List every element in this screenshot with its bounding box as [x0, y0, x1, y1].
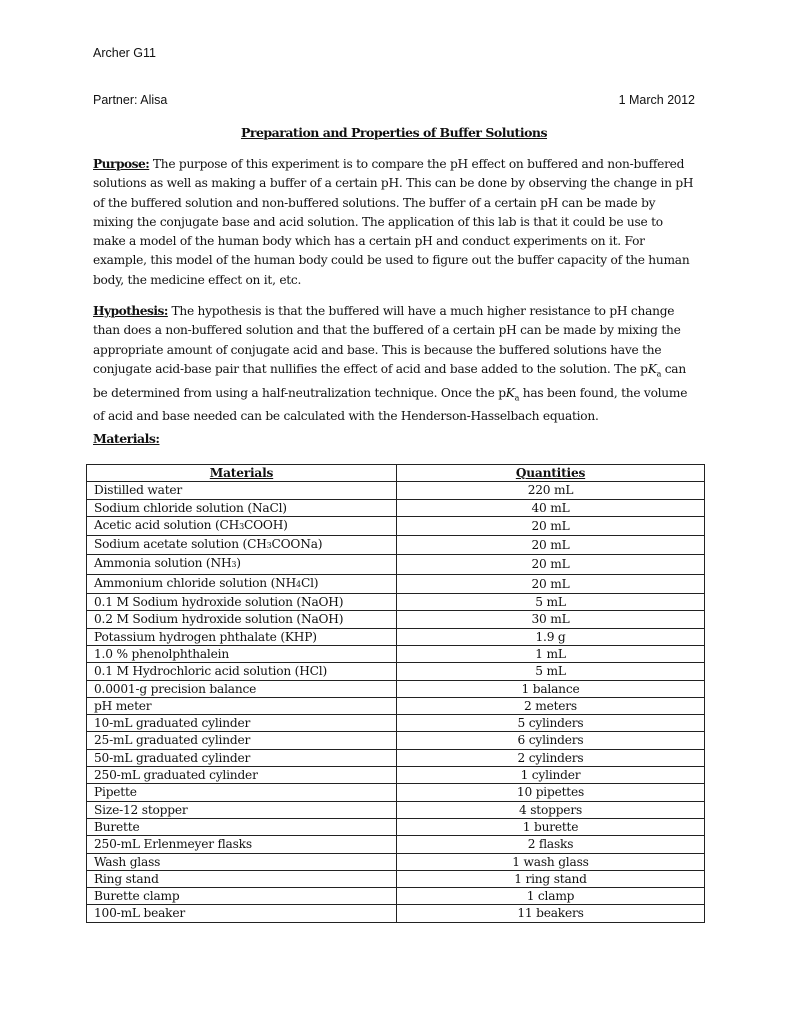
- table-row: [87, 888, 705, 905]
- table-row: [87, 801, 705, 818]
- material-cell: Ammonium chloride solution (NH4Cl): [87, 574, 397, 593]
- quantity-cell: 2 cylinders: [397, 749, 705, 766]
- table-row: [87, 818, 705, 835]
- table-row: [87, 499, 705, 516]
- table-row: [87, 784, 705, 801]
- material-cell: Sodium chloride solution (NaCl): [87, 499, 397, 516]
- hypothesis-text-2: can be determined from using a half-neutralization technique. Once the p: [93, 361, 686, 400]
- material-cell: 50-mL graduated cylinder: [87, 749, 397, 766]
- material-cell: Burette: [87, 818, 397, 835]
- material-cell: 0.1 M Hydrochloric acid solution (HCl): [87, 663, 397, 680]
- material-cell: 0.2 M Sodium hydroxide solution (NaOH): [87, 611, 397, 628]
- hypothesis-text-1: The hypothesis is that the buffered will have a much higher resistance to pH change than does a non-buffered solution and that the buffered of a certain pH can be made by mixing the appropriate amount of conjugate acid and base. This is because the buffered solutions have the conjugate acid-base pair that nullifies the effect of acid and base added to the solution. The p: [93, 304, 681, 376]
- hypothesis-text-3: has been found, the volume of acid and base needed can be calculated with the Henderson-Hasselbach equation.: [93, 385, 688, 424]
- document-title: Preparation and Properties of Buffer Solutions: [240, 125, 548, 140]
- table-row: [87, 594, 705, 611]
- partner-name: Partner: Alisa: [93, 93, 168, 107]
- quantity-cell: 2 flasks: [397, 836, 705, 853]
- table-row: [87, 836, 705, 853]
- report-date: 1 March 2012: [618, 93, 695, 107]
- table-row: [87, 767, 705, 784]
- material-cell: 10-mL graduated cylinder: [87, 715, 397, 732]
- material-cell: Pipette: [87, 784, 397, 801]
- quantity-cell: 1 mL: [397, 645, 705, 662]
- material-cell: Acetic acid solution (CH3COOH): [87, 516, 397, 535]
- quantity-cell: 11 beakers: [397, 905, 705, 922]
- purpose-text: The purpose of this experiment is to compare the pH effect on buffered and non-buffered solutions as well as making a buffer of a certain pH. This can be done by observing the change in pH of the buffered solution and non-buffered solutions. The buffer of a certain pH can be made by mixing the conjugate base and acid solution. The application of this lab is that it could be use to make a model of the human body which has a certain pH and conduct experiments on it. For example, this model of the human body could be used to figure out the buffer capacity of the human body, the medicine effect on it, etc.: [93, 157, 694, 287]
- material-cell: 0.0001-g precision balance: [87, 680, 397, 697]
- quantity-cell: 1 burette: [397, 818, 705, 835]
- student-name: Archer G11: [93, 46, 156, 60]
- table-row: [87, 663, 705, 680]
- table-row: [87, 611, 705, 628]
- table-row: [87, 870, 705, 887]
- purpose-paragraph: [93, 155, 697, 290]
- table-row: [87, 574, 705, 593]
- material-cell: Burette clamp: [87, 888, 397, 905]
- materials-heading: Materials:: [93, 431, 160, 446]
- quantity-cell: 20 mL: [397, 555, 705, 574]
- quantities-column-header: Quantities: [397, 465, 705, 482]
- quantity-cell: 5 mL: [397, 663, 705, 680]
- materials-table: [86, 464, 705, 923]
- purpose-label: Purpose:: [93, 157, 150, 171]
- material-cell: Ammonia solution (NH3): [87, 555, 397, 574]
- material-cell: Ring stand: [87, 870, 397, 887]
- table-row: [87, 749, 705, 766]
- material-cell: Wash glass: [87, 853, 397, 870]
- pka-symbol: K: [647, 361, 657, 376]
- table-row: [87, 516, 705, 535]
- table-row: [87, 645, 705, 662]
- table-row: [87, 536, 705, 555]
- table-row: [87, 732, 705, 749]
- table-row: [87, 853, 705, 870]
- material-cell: Distilled water: [87, 482, 397, 499]
- pka-subscript: a: [656, 369, 662, 379]
- pka-subscript-2: a: [514, 393, 520, 403]
- table-header-row: [87, 465, 705, 482]
- material-cell: 1.0 % phenolphthalein: [87, 645, 397, 662]
- quantity-cell: 220 mL: [397, 482, 705, 499]
- material-cell: Sodium acetate solution (CH3COONa): [87, 536, 397, 555]
- material-cell: 0.1 M Sodium hydroxide solution (NaOH): [87, 594, 397, 611]
- partner-row: [93, 93, 695, 107]
- quantity-cell: 1 cylinder: [397, 767, 705, 784]
- quantity-cell: 20 mL: [397, 574, 705, 593]
- quantity-cell: 1.9 g: [397, 628, 705, 645]
- material-cell: Size-12 stopper: [87, 801, 397, 818]
- table-row: [87, 555, 705, 574]
- quantity-cell: 30 mL: [397, 611, 705, 628]
- table-row: [87, 482, 705, 499]
- materials-table-body: [87, 482, 705, 922]
- quantity-cell: 2 meters: [397, 697, 705, 714]
- quantity-cell: 20 mL: [397, 536, 705, 555]
- quantity-cell: 20 mL: [397, 516, 705, 535]
- material-cell: 100-mL beaker: [87, 905, 397, 922]
- material-cell: Potassium hydrogen phthalate (KHP): [87, 628, 397, 645]
- quantity-cell: 6 cylinders: [397, 732, 705, 749]
- hypothesis-paragraph: [93, 302, 697, 427]
- quantity-cell: 5 mL: [397, 594, 705, 611]
- quantity-cell: 1 wash glass: [397, 853, 705, 870]
- quantity-cell: 1 balance: [397, 680, 705, 697]
- material-cell: 250-mL graduated cylinder: [87, 767, 397, 784]
- table-row: [87, 680, 705, 697]
- quantity-cell: 10 pipettes: [397, 784, 705, 801]
- table-row: [87, 715, 705, 732]
- table-row: [87, 628, 705, 645]
- material-cell: 25-mL graduated cylinder: [87, 732, 397, 749]
- quantity-cell: 5 cylinders: [397, 715, 705, 732]
- quantity-cell: 1 clamp: [397, 888, 705, 905]
- materials-column-header: Materials: [87, 465, 397, 482]
- table-row: [87, 905, 705, 922]
- material-cell: pH meter: [87, 697, 397, 714]
- material-cell: 250-mL Erlenmeyer flasks: [87, 836, 397, 853]
- quantity-cell: 1 ring stand: [397, 870, 705, 887]
- hypothesis-label: Hypothesis:: [93, 304, 168, 318]
- quantity-cell: 40 mL: [397, 499, 705, 516]
- quantity-cell: 4 stoppers: [397, 801, 705, 818]
- pka-symbol-2: K: [505, 385, 515, 400]
- table-row: [87, 697, 705, 714]
